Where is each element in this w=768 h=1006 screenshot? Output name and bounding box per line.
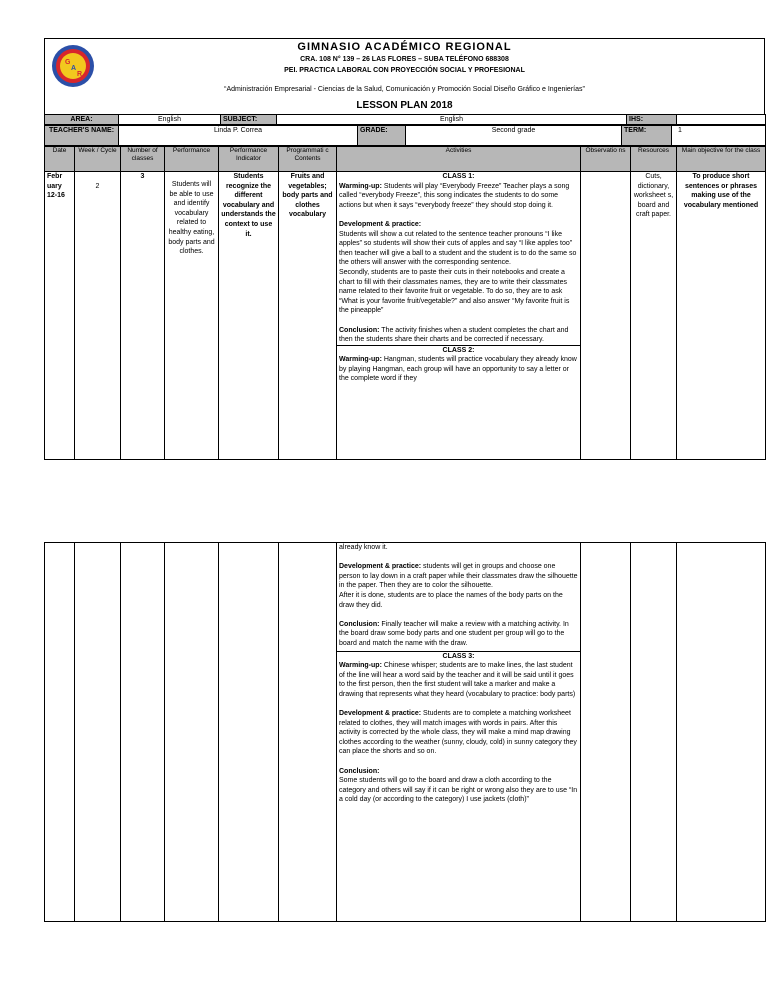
ihs-label: IHS: [627,115,677,125]
class1-dev-label: Development & practice: [339,220,422,228]
cont-performance [165,543,219,922]
class2-conc-text: Finally teacher will make a review with a matching activity. In the board draw some body parts and one student per group will go to the board and match the name with the draw. [339,620,569,647]
lesson-table [44,146,766,460]
cont-resources [631,543,677,922]
class2-conc-label: Conclusion: [339,620,380,628]
grade-value: Second grade [406,126,622,146]
class1-warm-label: Warming-up: [339,182,382,190]
lesson-plan-title: LESSON PLAN 2018 [356,100,453,111]
col-observations: Observatio ns [581,147,631,172]
class1-block [339,172,578,345]
subject-value: English [277,115,627,125]
cont-observations [581,543,631,922]
lesson-plan-page-1 [44,38,765,460]
class3-dev-label: Development & practice: [339,710,422,718]
teacher-table [44,125,766,146]
cell-performance: Students will be able to use and identify vocabulary related to healthy eating, body parts and clothes. [165,172,219,460]
class2-dev-text1: students will get in groups and choose one person to lay down in a craft paper while their classmates draw the silhouette in the paper. Then they are to color the silhouette. [339,563,578,590]
teacher-label: TEACHER'S NAME: [45,126,119,146]
ihs-value [677,115,766,125]
col-classes: Number of classes [121,147,165,172]
class2-warm-text-p1: Hangman, students will practice vocabulary they already know by playing Hangman, each group will have an opportunity to say a letter or the complete word if they [339,356,577,383]
col-indicator: Performance Indicator [219,147,279,172]
col-resources: Resources [631,147,677,172]
area-label: AREA: [45,115,119,125]
cell-objective: To produce short sentences or phrases making use of the vocabulary mentioned [677,172,766,460]
term-label: TERM: [622,126,672,146]
col-contents: Programmati c Contents [279,147,337,172]
class1-title: CLASS 1: [442,173,475,180]
cont-week [75,543,121,922]
cont-objective [677,543,766,922]
cell-activities [337,172,581,460]
class2-dev-label: Development & practice: [339,563,422,571]
cont-date [45,543,75,922]
class1-dev-text1: Students will show a cut related to the sentence teacher pronouns “I like apples” so students will show their cuts of apples and say “I like apples too” then teacher will give a ball to a student and the student is to do the same so the others will answer with the corresponding sentence. [339,230,577,267]
class2-warm-label: Warming-up: [339,356,382,364]
cont-classes [121,543,165,922]
logo-letter-g: G [65,59,71,66]
class3-conc-label: Conclusion: [339,767,380,775]
col-objective: Main objective for the class [677,147,766,172]
school-pei: PEI. PRACTICA LABORAL CON PROYECCIÓN SOCIAL Y PROFESIONAL [284,67,525,74]
class2-continued [339,543,578,649]
school-motto: “Administración Empresarial - Ciencias de la Salud, Comunicación y Promoción Social Diseño Gráfico e Ingenierías” [224,86,585,93]
school-name: GIMNASIO ACADÉMICO REGIONAL [297,41,512,53]
logo-letter-a: A [71,65,77,72]
class1-dev-text2: Secondly, students are to paste their cuts in their notebooks and create a chart to fill with their classmates names, they are to write their classmates name related to their favorite fruit or vegetable. To do so, they are to ask “What is your favorite fruit/vegetable?” and also answer “My favorite fruit is the pineapple” [339,268,570,315]
lesson-plan-page-2 [44,542,765,922]
class2-title: CLASS 2: [442,346,475,354]
grade-label: GRADE: [358,126,406,146]
area-value: English [119,115,221,125]
cell-contents: Fruits and vegetables; body parts and clothes vocabulary [279,172,337,460]
class1-conc-text: The activity finishes when a student completes the chart and then the students share their charts and be corrected if necessary. [339,326,569,344]
class1-conc-label: Conclusion: [339,326,380,334]
cell-observations [581,172,631,460]
logo-letter-r: R [77,71,83,78]
cell-week: 2 [75,172,121,460]
class2-block [337,345,580,384]
cont-indicator [219,543,279,922]
col-performance: Performance [165,147,219,172]
school-address: CRA. 108 N° 139 – 26 LAS FLORES – SUBA TELÉFONO 688308 [300,56,509,63]
class1-warm-text: Students will play “Everybody Freeze” Teacher plays a song called “everybody Freeze”, this song indicates the students to do some actions but when it says “everybody freeze” they should stop doing it. [339,182,570,209]
info-table [44,114,766,125]
cell-classes: 3 [121,172,165,460]
subject-label: SUBJECT: [221,115,277,125]
cont-contents [279,543,337,922]
cell-indicator: Students recognize the different vocabulary and understands the context to use it. [219,172,279,460]
col-date: Date [45,147,75,172]
class3-block [337,651,580,806]
class2-warm-text-p2: already know it. [339,544,388,551]
cont-activities [337,543,581,922]
class2-dev-text2: After it is done, students are to place the names of the body parts on the draw they did. [339,591,563,609]
col-activities: Activities [337,147,581,172]
teacher-value: Linda P. Correa [119,126,358,146]
lesson-table-continued [44,542,766,922]
term-value: 1 [672,126,766,146]
document-header [44,38,765,114]
class3-warm-label: Warming-up: [339,662,382,670]
class3-warm-text: Chinese whisper; students are to make lines, the last student of the line will hear a word said by the teacher and it will be said until it goes to the first person, then the first student will take a marker and make a drawing that represents what they heard (vocabulary to practice: body parts) [339,662,576,698]
cell-date: Febr uary 12-16 [45,172,75,460]
cell-resources: Cuts, dictionary, worksheet s, board and craft paper. [631,172,677,460]
class3-dev-text: Students are to complete a matching worksheet related to clothes, they will match images with words in pairs. After this activity is corrected by the whole class, they will make a mind map drawing clothes according to the weather (sunny, cloudy, cold) in sunny category they can place the shorts and so on. [339,710,577,756]
class3-conc-text: Some students will go to the board and draw a cloth according to the category and others will say if it can be right or wrong also they are to use “In a cold day (or according to the category) I use jackets (cloth)” [339,777,578,804]
col-week: Week / Cycle [75,147,121,172]
class3-title: CLASS 3: [442,652,475,660]
